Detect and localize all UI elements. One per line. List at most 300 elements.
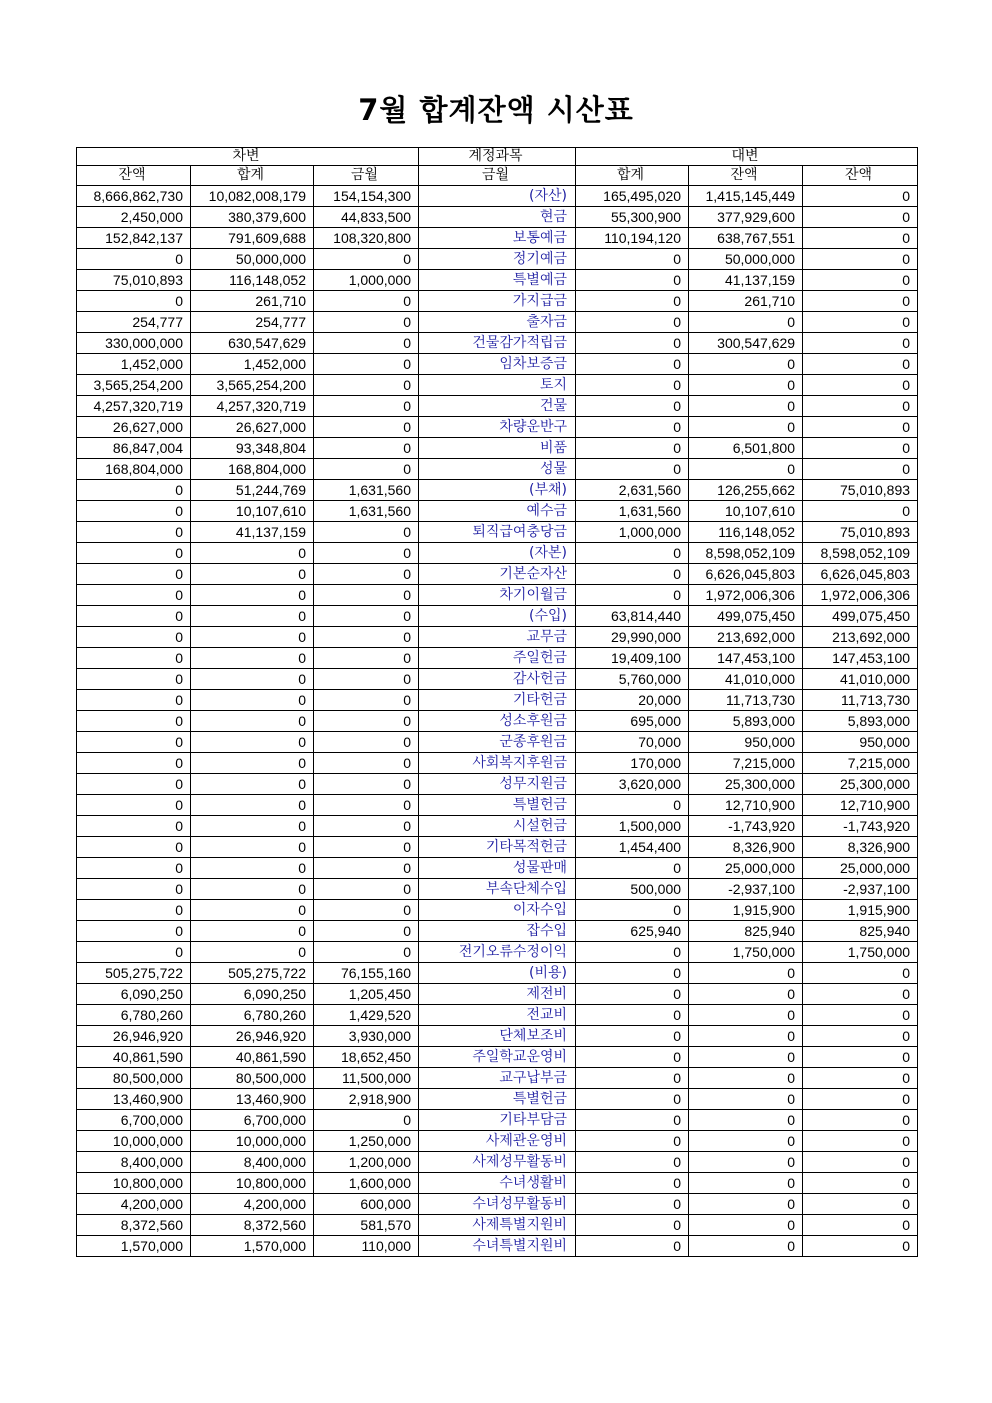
debit-balance-cell: 0 [77,522,191,543]
table-row [77,669,918,690]
credit-balance-cell: 6,626,045,803 [803,564,918,585]
credit-group-header: 대변 [576,148,918,166]
debit-total-cell: 50,000,000 [191,249,314,270]
credit-mid-cell: 41,010,000 [689,669,803,690]
table-row [77,1068,918,1089]
debit-total-cell: 0 [191,564,314,585]
table-row [77,501,918,522]
debit-month-cell: 108,320,800 [314,228,419,249]
account-name-cell: 비품 [419,438,576,459]
credit-mid-cell: 0 [689,1194,803,1215]
credit-mid-cell: 0 [689,963,803,984]
debit-balance-cell: 8,400,000 [77,1152,191,1173]
debit-balance-cell: 26,946,920 [77,1026,191,1047]
credit-balance-cell: 825,940 [803,921,918,942]
debit-balance-cell: 75,010,893 [77,270,191,291]
credit-total-cell: 0 [576,354,689,375]
debit-month-cell: 0 [314,732,419,753]
table-row [77,396,918,417]
debit-month-cell: 0 [314,921,419,942]
credit-total-cell: 0 [576,459,689,480]
table-row [77,312,918,333]
debit-balance-cell: 3,565,254,200 [77,375,191,396]
credit-mid-cell: 0 [689,1152,803,1173]
credit-total-cell: 0 [576,1047,689,1068]
credit-total-cell: 0 [576,795,689,816]
credit-balance-cell: 0 [803,1173,918,1194]
account-name-cell: (비용) [419,963,576,984]
account-name-cell: 전교비 [419,1005,576,1026]
credit-total-cell: 0 [576,1068,689,1089]
account-name-cell: 차기이월금 [419,585,576,606]
debit-balance-cell: 40,861,590 [77,1047,191,1068]
account-name-cell: 수녀생활비 [419,1173,576,1194]
debit-balance-cell: 0 [77,606,191,627]
account-name-cell: 교구납부금 [419,1068,576,1089]
credit-total-cell: 0 [576,963,689,984]
credit-balance-cell: 7,215,000 [803,753,918,774]
debit-total-cell: 8,372,560 [191,1215,314,1236]
account-name-cell: 제전비 [419,984,576,1005]
account-name-cell: 특별예금 [419,270,576,291]
debit-total-cell: 80,500,000 [191,1068,314,1089]
account-name-cell: 시설헌금 [419,816,576,837]
credit-balance-cell: 147,453,100 [803,648,918,669]
credit-balance-cell: 0 [803,1110,918,1131]
debit-balance-cell: 330,000,000 [77,333,191,354]
table-row [77,564,918,585]
debit-total-cell: 0 [191,753,314,774]
debit-balance-cell: 152,842,137 [77,228,191,249]
credit-total-cell: 695,000 [576,711,689,732]
account-name-cell: 예수금 [419,501,576,522]
account-name-cell: 사제성무활동비 [419,1152,576,1173]
credit-total-cell: 19,409,100 [576,648,689,669]
debit-month-cell: 154,154,300 [314,186,419,207]
credit-mid-cell: 0 [689,375,803,396]
credit-balance-cell: 0 [803,228,918,249]
debit-balance-cell: 8,372,560 [77,1215,191,1236]
credit-mid-cell: 50,000,000 [689,249,803,270]
credit-balance-cell: 0 [803,270,918,291]
debit-month-cell: 0 [314,585,419,606]
debit-month-cell: 0 [314,900,419,921]
debit-month-cell: 0 [314,879,419,900]
debit-month-cell: 3,930,000 [314,1026,419,1047]
account-name-cell: 성소후원금 [419,711,576,732]
table-row [77,438,918,459]
credit-mid-cell: 0 [689,1047,803,1068]
credit-total-cell: 55,300,900 [576,207,689,228]
account-name-cell: 사제관운영비 [419,1131,576,1152]
debit-total-cell: 4,200,000 [191,1194,314,1215]
debit-month-cell: 581,570 [314,1215,419,1236]
debit-balance-cell: 6,090,250 [77,984,191,1005]
account-name-cell: 수녀특별지원비 [419,1236,576,1257]
debit-month-cell: 11,500,000 [314,1068,419,1089]
credit-total-cell: 0 [576,249,689,270]
account-name-cell: 기본순자산 [419,564,576,585]
debit-total-cell: 10,000,000 [191,1131,314,1152]
table-row [77,249,918,270]
debit-month-cell: 0 [314,291,419,312]
account-month-header: 금월 [419,166,576,186]
credit-mid-cell: 0 [689,1131,803,1152]
account-name-cell: 성무지원금 [419,774,576,795]
debit-month-cell: 0 [314,354,419,375]
credit-total-cell: 0 [576,1236,689,1257]
debit-total-cell: 0 [191,627,314,648]
debit-total-cell: 6,780,260 [191,1005,314,1026]
table-row [77,459,918,480]
credit-mid-cell: 0 [689,396,803,417]
debit-total-cell: 1,452,000 [191,354,314,375]
debit-total-cell: 10,082,008,179 [191,186,314,207]
debit-total-cell: 1,570,000 [191,1236,314,1257]
credit-mid-cell: 147,453,100 [689,648,803,669]
debit-total-cell: 51,244,769 [191,480,314,501]
credit-mid-cell: 638,767,551 [689,228,803,249]
debit-month-cell: 0 [314,690,419,711]
debit-month-cell: 1,250,000 [314,1131,419,1152]
credit-balance-cell: 0 [803,291,918,312]
credit-mid-cell: 300,547,629 [689,333,803,354]
debit-total-cell: 0 [191,858,314,879]
debit-month-cell: 18,652,450 [314,1047,419,1068]
credit-total-cell: 0 [576,1026,689,1047]
debit-balance-cell: 0 [77,627,191,648]
credit-mid-cell: 10,107,610 [689,501,803,522]
table-row [77,984,918,1005]
table-row [77,1005,918,1026]
credit-mid-cell: 213,692,000 [689,627,803,648]
debit-month-cell: 0 [314,417,419,438]
table-row [77,690,918,711]
credit-balance-cell: 499,075,450 [803,606,918,627]
debit-total-cell: 40,861,590 [191,1047,314,1068]
account-name-cell: (자산) [419,186,576,207]
debit-balance-cell: 0 [77,585,191,606]
debit-month-cell: 0 [314,249,419,270]
table-row [77,963,918,984]
debit-balance-cell: 4,200,000 [77,1194,191,1215]
account-name-cell: 특별헌금 [419,795,576,816]
credit-mid-cell: 261,710 [689,291,803,312]
debit-total-cell: 8,400,000 [191,1152,314,1173]
debit-total-cell: 26,946,920 [191,1026,314,1047]
credit-mid-cell: 825,940 [689,921,803,942]
credit-total-cell: 3,620,000 [576,774,689,795]
debit-month-cell: 1,631,560 [314,501,419,522]
credit-mid-cell: 0 [689,984,803,1005]
table-row [77,1047,918,1068]
debit-balance-cell: 0 [77,669,191,690]
credit-balance-cell: 0 [803,501,918,522]
credit-balance-cell: 1,750,000 [803,942,918,963]
debit-month-cell: 0 [314,648,419,669]
debit-month-cell: 1,631,560 [314,480,419,501]
debit-month-cell: 600,000 [314,1194,419,1215]
account-name-cell: (부채) [419,480,576,501]
credit-mid-cell: 0 [689,459,803,480]
table-row [77,207,918,228]
table-row [77,753,918,774]
debit-balance-cell: 0 [77,480,191,501]
debit-month-cell: 1,200,000 [314,1152,419,1173]
table-row [77,375,918,396]
credit-mid-cell: 1,915,900 [689,900,803,921]
credit-balance-cell: 0 [803,375,918,396]
debit-balance-cell: 13,460,900 [77,1089,191,1110]
debit-total-cell: 4,257,320,719 [191,396,314,417]
credit-balance-cell: -2,937,100 [803,879,918,900]
debit-balance-cell: 0 [77,879,191,900]
table-row [77,858,918,879]
account-name-cell: 토지 [419,375,576,396]
credit-balance-cell: 8,326,900 [803,837,918,858]
credit-total-cell: 1,500,000 [576,816,689,837]
credit-balance-cell: 0 [803,1089,918,1110]
credit-balance-cell: 0 [803,1131,918,1152]
debit-total-cell: 116,148,052 [191,270,314,291]
account-name-cell: 이자수입 [419,900,576,921]
debit-month-cell: 0 [314,627,419,648]
table-row [77,270,918,291]
table-row [77,1236,918,1257]
debit-total-cell: 3,565,254,200 [191,375,314,396]
credit-mid-cell: 126,255,662 [689,480,803,501]
credit-mid-cell: 25,000,000 [689,858,803,879]
account-name-cell: 교무금 [419,627,576,648]
credit-balance-cell: 5,893,000 [803,711,918,732]
debit-month-cell: 2,918,900 [314,1089,419,1110]
credit-mid-cell: 0 [689,1089,803,1110]
debit-total-cell: 168,804,000 [191,459,314,480]
debit-month-cell: 0 [314,942,419,963]
credit-mid-cell: 6,626,045,803 [689,564,803,585]
credit-mid-cell: 5,893,000 [689,711,803,732]
credit-total-cell: 0 [576,396,689,417]
debit-balance-cell: 0 [77,291,191,312]
credit-total-cell: 63,814,440 [576,606,689,627]
table-row [77,1173,918,1194]
credit-mid-cell: 0 [689,1005,803,1026]
credit-mid-cell: 0 [689,1173,803,1194]
debit-total-cell: 791,609,688 [191,228,314,249]
credit-balance-cell: 0 [803,1026,918,1047]
credit-mid-cell: -1,743,920 [689,816,803,837]
debit-total-cell: 0 [191,669,314,690]
credit-total-cell: 0 [576,438,689,459]
credit-balance-cell: 0 [803,354,918,375]
debit-balance-cell: 80,500,000 [77,1068,191,1089]
debit-balance-cell: 86,847,004 [77,438,191,459]
debit-balance-cell: 0 [77,690,191,711]
table-row [77,900,918,921]
credit-mid-cell: 7,215,000 [689,753,803,774]
debit-balance-cell: 168,804,000 [77,459,191,480]
credit-balance-cell: 0 [803,186,918,207]
debit-total-cell: 254,777 [191,312,314,333]
credit-mid-cell: 8,326,900 [689,837,803,858]
credit-balance-cell: 0 [803,207,918,228]
table-row [77,1131,918,1152]
credit-mid-cell: 0 [689,1068,803,1089]
credit-balance-cell: 0 [803,417,918,438]
credit-mid-cell: 0 [689,1110,803,1131]
credit-total-cell: 0 [576,543,689,564]
credit-mid-cell: 11,713,730 [689,690,803,711]
table-row [77,816,918,837]
account-name-cell: 주일헌금 [419,648,576,669]
debit-month-cell: 44,833,500 [314,207,419,228]
debit-balance-cell: 0 [77,774,191,795]
debit-total-cell: 0 [191,837,314,858]
credit-mid-cell: 0 [689,1026,803,1047]
credit-balance-cell: 8,598,052,109 [803,543,918,564]
debit-balance-cell: 10,800,000 [77,1173,191,1194]
table-row [77,942,918,963]
table-row [77,1026,918,1047]
debit-total-cell: 93,348,804 [191,438,314,459]
debit-month-cell: 0 [314,858,419,879]
debit-balance-cell: 0 [77,816,191,837]
credit-total-cell: 500,000 [576,879,689,900]
credit-balance-cell: 25,000,000 [803,858,918,879]
debit-total-cell: 0 [191,732,314,753]
debit-balance-cell: 505,275,722 [77,963,191,984]
credit-balance-cell: 0 [803,1236,918,1257]
table-row [77,333,918,354]
credit-balance-cell: 75,010,893 [803,522,918,543]
debit-month-cell: 0 [314,753,419,774]
credit-mid-cell: 0 [689,312,803,333]
debit-total-cell: 630,547,629 [191,333,314,354]
credit-total-cell: 0 [576,1131,689,1152]
table-row [77,1215,918,1236]
credit-total-cell: 0 [576,585,689,606]
account-name-cell: (수입) [419,606,576,627]
credit-total-cell: 0 [576,900,689,921]
debit-balance-cell: 0 [77,795,191,816]
debit-total-cell: 10,800,000 [191,1173,314,1194]
debit-balance-cell: 0 [77,858,191,879]
account-name-cell: 기타부담금 [419,1110,576,1131]
debit-balance-cell: 0 [77,648,191,669]
credit-balance-cell: 41,010,000 [803,669,918,690]
table-row [77,606,918,627]
account-name-cell: 특별헌금 [419,1089,576,1110]
table-body [77,186,918,1257]
trial-balance-table [76,147,918,1257]
credit-total-cell: 0 [576,1005,689,1026]
credit-total-cell: 170,000 [576,753,689,774]
credit-balance-cell: 75,010,893 [803,480,918,501]
credit-total-cell: 165,495,020 [576,186,689,207]
credit-balance-cell: 12,710,900 [803,795,918,816]
account-name-cell: 성물 [419,459,576,480]
debit-month-cell: 0 [314,459,419,480]
account-name-cell: 기타목적헌금 [419,837,576,858]
credit-balance-header: 잔액 [803,166,918,186]
table-row [77,354,918,375]
credit-total-cell: 1,631,560 [576,501,689,522]
debit-total-cell: 6,090,250 [191,984,314,1005]
debit-balance-cell: 8,666,862,730 [77,186,191,207]
credit-mid-cell: 6,501,800 [689,438,803,459]
debit-month-cell: 76,155,160 [314,963,419,984]
credit-balance-cell: 213,692,000 [803,627,918,648]
debit-balance-cell: 0 [77,942,191,963]
table-row [77,1194,918,1215]
debit-total-cell: 261,710 [191,291,314,312]
debit-month-cell: 110,000 [314,1236,419,1257]
credit-total-cell: 29,990,000 [576,627,689,648]
credit-total-cell: 0 [576,312,689,333]
credit-total-cell: 0 [576,942,689,963]
table-row [77,522,918,543]
table-row [77,795,918,816]
credit-mid-cell: 0 [689,1215,803,1236]
table-row [77,480,918,501]
account-name-cell: 차량운반구 [419,417,576,438]
table-row [77,291,918,312]
credit-mid-cell: 41,137,159 [689,270,803,291]
credit-mid-header: 잔액 [689,166,803,186]
credit-balance-cell: 0 [803,459,918,480]
account-name-cell: 출자금 [419,312,576,333]
table-row [77,774,918,795]
debit-balance-cell: 1,452,000 [77,354,191,375]
table-row [77,228,918,249]
credit-balance-cell: 0 [803,963,918,984]
table-row [77,627,918,648]
credit-total-cell: 0 [576,270,689,291]
credit-balance-cell: 0 [803,333,918,354]
debit-balance-cell: 254,777 [77,312,191,333]
account-name-cell: 성물판매 [419,858,576,879]
table-row [77,732,918,753]
debit-month-cell: 0 [314,438,419,459]
debit-month-cell: 0 [314,1110,419,1131]
debit-balance-cell: 0 [77,249,191,270]
debit-month-cell: 0 [314,375,419,396]
table-row [77,1110,918,1131]
debit-total-cell: 0 [191,648,314,669]
debit-month-cell: 0 [314,522,419,543]
credit-mid-cell: 0 [689,1236,803,1257]
credit-total-cell: 625,940 [576,921,689,942]
debit-group-header: 차변 [77,148,419,166]
debit-month-cell: 0 [314,396,419,417]
credit-balance-cell: -1,743,920 [803,816,918,837]
credit-total-cell: 5,760,000 [576,669,689,690]
credit-total-cell: 0 [576,1152,689,1173]
debit-total-cell: 6,700,000 [191,1110,314,1131]
debit-balance-cell: 0 [77,501,191,522]
account-name-cell: 건물감가적립금 [419,333,576,354]
credit-total-cell: 0 [576,1173,689,1194]
debit-balance-cell: 0 [77,900,191,921]
debit-month-cell: 0 [314,837,419,858]
debit-total-cell: 0 [191,543,314,564]
credit-total-cell: 0 [576,417,689,438]
credit-balance-cell: 1,972,006,306 [803,585,918,606]
credit-balance-cell: 0 [803,1068,918,1089]
account-name-cell: 현금 [419,207,576,228]
debit-total-cell: 0 [191,900,314,921]
credit-total-cell: 0 [576,984,689,1005]
